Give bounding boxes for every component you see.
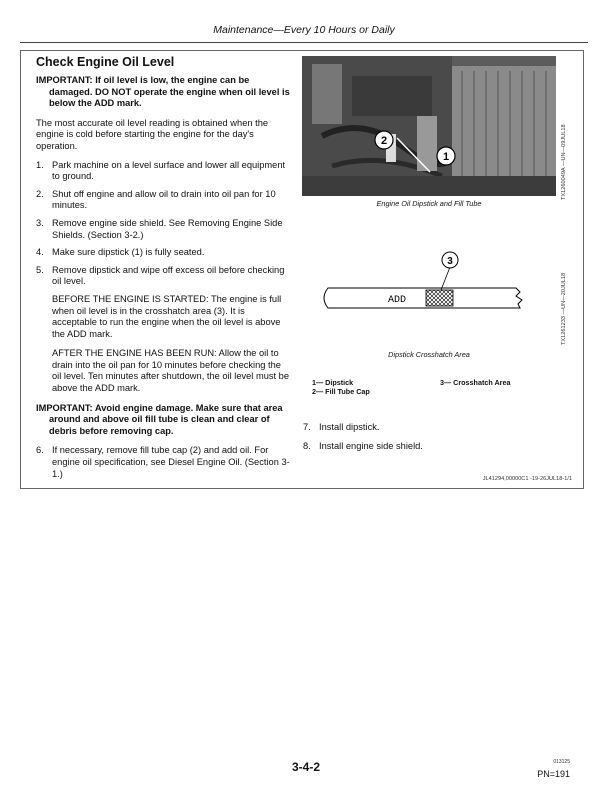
page-number: 3-4-2 — [291, 760, 320, 774]
step-number: 7. — [303, 422, 311, 432]
step-number: 3. — [36, 217, 44, 228]
step-8 — [303, 441, 563, 453]
legend-item-3: 3— Crosshatch Area — [440, 378, 511, 387]
after-run-note: AFTER THE ENGINE HAS BEEN RUN: Allow the oil to drain into the oil pan for 10 minutes before checking the oil level. Ten minutes after shutdown, the oil level must be above the ADD mark. — [52, 348, 290, 394]
step-6 — [36, 445, 292, 480]
step-text: Park machine on a level surface and lower all equipment to ground. — [52, 159, 286, 182]
pn-number: PN=191 — [537, 769, 570, 779]
section-title: Check Engine Oil Level — [36, 55, 175, 69]
crosshatch-area — [426, 290, 453, 306]
step-text: Remove dipstick and wipe off excess oil before checking oil level. — [52, 264, 285, 287]
engine-photo — [302, 56, 556, 196]
right-steps — [303, 422, 563, 459]
important-note-1: IMPORTANT: If oil level is low, the engine can be damaged. DO NOT operate the engine when oil level is below the ADD mark. — [36, 75, 290, 109]
callout-3-label: 3 — [447, 256, 453, 267]
step-4 — [36, 247, 292, 259]
callout-2-label: 2 — [380, 135, 388, 147]
dipstick-blade — [324, 288, 522, 308]
add-mark-label: ADD — [388, 295, 407, 306]
document-reference: JL41294,00000C1 -19-26JUL18-1/1 — [482, 476, 572, 482]
step-number: 6. — [36, 445, 44, 456]
step-number: 4. — [36, 247, 44, 258]
step-number: 5. — [36, 264, 44, 275]
dipstick-diagram — [310, 250, 535, 320]
step-text: Shut off engine and allow oil to drain into oil pan for 10 minutes. — [52, 188, 276, 211]
important-note-2: IMPORTANT: Avoid engine damage. Make sure that area around and above oil fill tube is clean and clear of debris before removing cap. — [36, 402, 283, 436]
step-number: 1. — [36, 159, 44, 170]
step-2 — [36, 189, 292, 212]
page-header — [20, 18, 588, 43]
engine-photo-illustration — [302, 56, 556, 196]
legend-item-2: 2— Fill Tube Cap — [312, 387, 370, 396]
figure-2-caption: Dipstick Crosshatch Area — [388, 350, 470, 359]
figure-1-caption: Engine Oil Dipstick and Fill Tube — [376, 199, 482, 208]
step-text: Install engine side shield. — [319, 440, 423, 451]
step-text: Remove engine side shield. See Removing Engine Side Shields. (Section 3-2.) — [52, 217, 283, 240]
callout-1-label: 1 — [442, 151, 450, 163]
footer-code: 013125 — [553, 759, 570, 765]
step-5 — [36, 265, 292, 288]
header-title: Maintenance—Every 10 Hours or Daily — [213, 24, 395, 36]
step-1 — [36, 160, 292, 183]
left-column — [36, 55, 292, 486]
figure-1-code: TX1260049A —UN—09JUL18 — [561, 124, 567, 200]
before-started-note: BEFORE THE ENGINE IS STARTED: The engine is full when oil level is in the crosshatch area (3). It is acceptable to run the engine when the oil level is above the ADD mark. — [52, 293, 282, 339]
step-7 — [303, 422, 563, 434]
step-3 — [36, 218, 292, 241]
step-number: 8. — [303, 440, 311, 451]
legend-item-1: 1— Dipstick — [312, 378, 354, 387]
step-text: If necessary, remove fill tube cap (2) and add oil. For engine oil specification, see Diesel Engine Oil. (Section 3-1.) — [52, 445, 290, 479]
step-text: Make sure dipstick (1) is fully seated. — [52, 247, 205, 258]
intro-paragraph: The most accurate oil level reading is obtained when the engine is cold before starting the engine for the day's operation. — [36, 117, 269, 151]
step-number: 2. — [36, 188, 44, 199]
figure-2-code: TX1261233 —UN—20JUL18 — [561, 272, 567, 345]
step-text: Install dipstick. — [319, 422, 380, 432]
